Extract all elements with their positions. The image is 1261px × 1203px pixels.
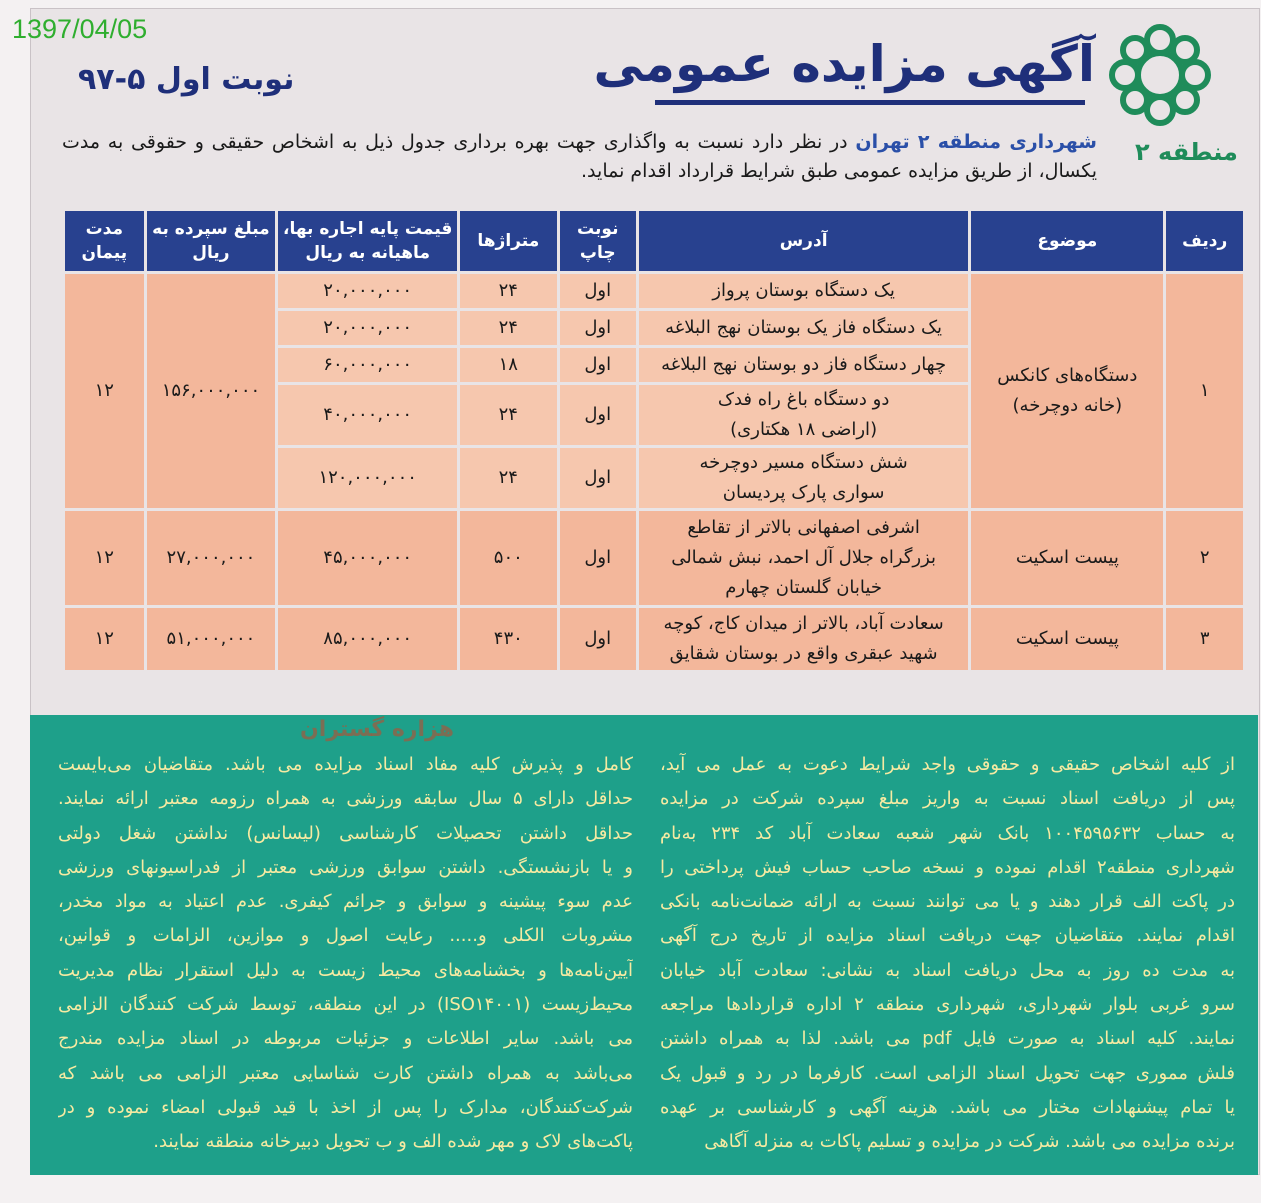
condition-line: می‌باشد به همراه داشتن کارت شناسایی معتبر الزامی می باشد که [58,1062,633,1084]
cell-subject: پیست اسکیت [971,608,1163,670]
table-header-row [65,211,1243,271]
ad-title: آگهی مزایده عمومی [593,35,1095,93]
cell-row-no: ۲ [1166,511,1243,605]
condition-line: پاکت‌های لاک و مهر شده الف و ب تحویل دبیرخانه منطقه نمایند. [153,1131,633,1153]
header-area: متراژها [460,211,556,271]
condition-line: به مدت ده روز به محل دریافت اسناد به نشانی: سعادت آباد خیابان [660,959,1235,981]
intro-text: در نظر دارد نسبت به واگذاری جهت بهره برداری جدول ذیل به اشخاص حقیقی و حقوقی به مدت یکسال، از طریق مزایده عمومی طبق شرایط قرارداد اقدام نماید. [62,131,1097,182]
cell-row-no: ۱ [1166,274,1243,508]
condition-line: و یا بازنشستگی. داشتن سوابق ورزشی معتبر از فدراسیونهای ورزشی [58,856,633,878]
cell-address: چهار دستگاه فاز دو بوستان نهج البلاغه [639,348,968,382]
condition-line: شهرداری منطقه۲ اقدام نموده و نسخه صاحب حساب فیش پرداختی را [660,856,1235,878]
cell-deposit: ۵۱,۰۰۰,۰۰۰ [147,608,276,670]
table-row [65,608,1243,670]
cell-price: ۲۰,۰۰۰,۰۰۰ [278,274,457,308]
cell-address: شش دستگاه مسیر دوچرخه سواری پارک پردیسان [639,448,968,508]
cell-area: ۱۸ [460,348,556,382]
header-print: نوبت چاپ [560,211,636,271]
condition-line: در پاکت الف قرار دهند و یا می توانند نسبت به ارائه ضمانت‌نامه بانکی [660,891,1235,913]
condition-line: از کلیه اشخاص حقیقی و حقوقی واجد شرایط دعوت به عمل می آید، [660,754,1235,775]
condition-line: اقدام نمایند. متقاضیان جهت دریافت اسناد مزایده از تاریخ درج آگهی [660,925,1235,947]
condition-line: شرکت‌کنندگان، مدارک را پس از اخذ با قید قبولی امضاء نموده و در [58,1096,633,1118]
cell-price: ۸۵,۰۰۰,۰۰۰ [278,608,457,670]
watermark-text: هزاره گستران [300,717,454,742]
condition-line: فلش مموری جهت تحویل اسناد الزامی است. کارفرما در رد و قبول یک [660,1062,1235,1084]
condition-line: آیین‌نامه‌ها و بخشنامه‌های محیط زیست به دلیل استقرار نظام مدیریت [58,959,633,981]
condition-line: مشروبات الکلی و..... رعایت اصول و موازین، الزامات و قوانین، [58,925,633,947]
condition-line: محیط‌زیست (ISO۱۴۰۰۱) در این منطقه، توسط شرکت کنندگان الزامی [58,994,633,1016]
title-underline [655,100,1085,105]
cell-deposit: ۲۷,۰۰۰,۰۰۰ [147,511,276,605]
tehran-municipality-logo-icon [1105,20,1215,130]
cell-print: اول [560,348,636,382]
conditions-column-right [660,748,1235,1160]
cell-address: یک دستگاه بوستان پرواز [639,274,968,308]
cell-print: اول [560,511,636,605]
header-duration: مدت پیمان [65,211,144,271]
header-deposit: مبلغ سپرده به ریال [147,211,276,271]
condition-line: حداقل دارای ۵ سال سابقه ورزشی به همراه رزومه معتبر ارائه نمایند. [58,788,633,810]
condition-line: نمایند. کلیه اسناد به صورت فایل pdf می باشد. لذا به همراه داشتن [660,1028,1235,1050]
condition-line: یا تمام پیشنهادات مختار می باشد. هزینه آگهی و کارشناسی بر عهده [660,1096,1235,1118]
condition-line: برنده مزایده می باشد. شرکت در مزایده و تسلیم پاکات به منزله آگاهی [704,1131,1235,1153]
condition-line: حداقل داشتن تحصیلات کارشناسی (لیسانس) نداشتن شغل دولتی [58,822,633,844]
cell-print: اول [560,608,636,670]
cell-row-no: ۳ [1166,608,1243,670]
cell-subject: پیست اسکیت [971,511,1163,605]
cell-area: ۴۳۰ [460,608,556,670]
cell-price: ۴۰,۰۰۰,۰۰۰ [278,385,457,445]
condition-line: می باشد. سایر اطلاعات و جزئیات مربوطه در اسناد مزایده مندرج [58,1028,633,1050]
cell-subject: دستگاه‌های کانکس (خانه دوچرخه) [971,274,1163,508]
cell-area: ۲۴ [460,311,556,345]
cell-area: ۲۴ [460,385,556,445]
cell-price: ۴۵,۰۰۰,۰۰۰ [278,511,457,605]
cell-area: ۵۰۰ [460,511,556,605]
header-price: قیمت پایه اجاره بها، ماهیانه به ریال [278,211,457,271]
cell-price: ۲۰,۰۰۰,۰۰۰ [278,311,457,345]
cell-print: اول [560,385,636,445]
condition-line: به حساب ۱۰۰۴۵۹۵۶۳۲ بانک شهر شعبه سعادت آباد کد ۲۳۴ به‌نام [660,822,1235,844]
cell-duration: ۱۲ [65,511,144,605]
date-stamp: 1397/04/05 [12,14,148,44]
auction-table [62,208,1246,673]
condition-line: سرو غربی بلوار شهرداری، شهرداری منطقه ۲ اداره قراردادها مراجعه [660,994,1235,1016]
cell-area: ۲۴ [460,274,556,308]
cell-duration: ۱۲ [65,608,144,670]
cell-print: اول [560,448,636,508]
print-round: نوبت اول ۵-۹۷ [78,62,295,97]
cell-address: سعادت آباد، بالاتر از میدان کاج، کوچه شهید عبقری واقع در بوستان شقایق [639,608,968,670]
intro-paragraph [62,128,1097,186]
cell-deposit: ۱۵۶,۰۰۰,۰۰۰ [147,274,276,508]
cell-address: دو دستگاه باغ راه فدک (اراضی ۱۸ هکتاری) [639,385,968,445]
conditions-column-left [58,748,633,1160]
cell-duration: ۱۲ [65,274,144,508]
intro-org: شهرداری منطقه ۲ تهران [855,131,1097,153]
cell-address: یک دستگاه فاز یک بوستان نهج البلاغه [639,311,968,345]
cell-area: ۲۴ [460,448,556,508]
header-subject: موضوع [971,211,1163,271]
district-caption: منطقه ۲ [1135,138,1238,166]
cell-price: ۶۰,۰۰۰,۰۰۰ [278,348,457,382]
cell-price: ۱۲۰,۰۰۰,۰۰۰ [278,448,457,508]
condition-line: پس از دریافت اسناد نسبت به واریز مبلغ سپرده شرکت در مزایده [660,788,1235,810]
condition-line: عدم سوء پیشینه و سوابق و جرائم کیفری. عدم اعتیاد به مواد مخدر، [58,891,633,913]
cell-address: اشرفی اصفهانی بالاتر از تقاطع بزرگراه جلال آل احمد، نبش شمالی خیابان گلستان چهارم [639,511,968,605]
cell-print: اول [560,311,636,345]
table-row [65,511,1243,605]
header-row-no: ردیف [1166,211,1243,271]
condition-line: کامل و پذیرش کلیه مفاد اسناد مزایده می باشد. متقاضیان می‌بایست [58,754,633,775]
header-address: آدرس [639,211,968,271]
cell-print: اول [560,274,636,308]
table-row [65,274,1243,308]
